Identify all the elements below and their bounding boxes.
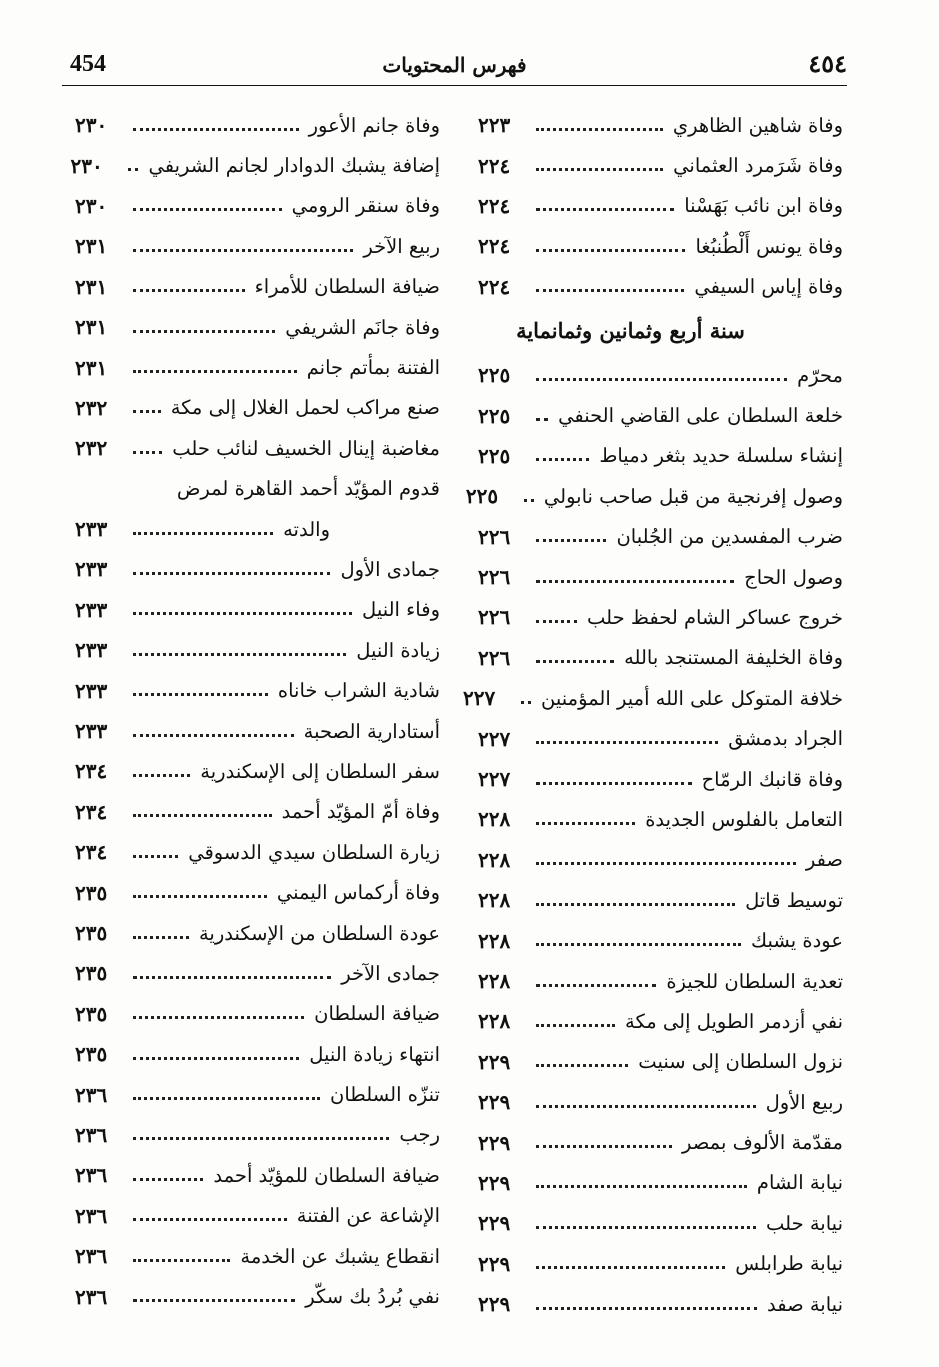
toc-entry bbox=[478, 1042, 843, 1082]
toc-entry bbox=[75, 509, 440, 549]
dot-leader bbox=[536, 1258, 725, 1269]
entry-page-number: ٢٢٤ bbox=[478, 153, 511, 178]
running-title: فهرس المحتويات bbox=[382, 53, 527, 77]
entry-title: شادية الشراب خاناه bbox=[277, 679, 440, 703]
entry-title: نيابة حلب bbox=[766, 1211, 843, 1235]
entry-title: وفاة سنقر الرومي bbox=[291, 194, 440, 218]
toc-entry bbox=[465, 476, 843, 516]
entry-title: خروج عساكر الشام لحفظ حلب bbox=[587, 605, 843, 629]
toc-entry bbox=[478, 226, 843, 266]
entry-title: وفاة ابن نائب بَهَسْنا bbox=[684, 194, 843, 218]
toc-entry bbox=[70, 145, 440, 185]
entry-title: الإشاعة عن الفتنة bbox=[296, 1204, 440, 1228]
entry-title: ضرب المفسدين من الجُلبان bbox=[616, 525, 843, 549]
toc-entry bbox=[75, 994, 440, 1034]
dot-leader bbox=[133, 645, 346, 656]
dot-leader bbox=[133, 1291, 295, 1302]
entry-page-number: ٢٣٣ bbox=[75, 638, 108, 663]
toc-entry bbox=[478, 557, 843, 597]
entry-title: نزول السلطان إلى سنيت bbox=[638, 1050, 843, 1074]
entry-page-number: ٢٢٧ bbox=[478, 767, 511, 792]
entry-page-number: ٢٣١ bbox=[75, 234, 108, 259]
entry-title: صنع مراكب لحمل الغلال إلى مكة bbox=[170, 396, 440, 420]
dot-leader bbox=[133, 1089, 320, 1100]
toc-entry bbox=[75, 792, 440, 832]
toc-column-left bbox=[70, 105, 440, 1317]
dot-leader bbox=[536, 1218, 756, 1229]
toc-entry bbox=[75, 1034, 440, 1074]
dot-leader bbox=[536, 370, 787, 381]
entry-page-number: ٢٢٨ bbox=[478, 969, 511, 993]
toc-entry bbox=[478, 718, 843, 758]
entry-title: وفاة أركماس اليمني bbox=[276, 881, 440, 905]
dot-leader bbox=[133, 564, 330, 575]
dot-leader bbox=[536, 854, 796, 865]
entry-title: وفاة إياس السيفي bbox=[694, 275, 843, 299]
entry-title: والدته bbox=[283, 517, 330, 541]
dot-leader bbox=[133, 241, 353, 252]
dot-leader bbox=[133, 1129, 389, 1140]
entry-page-number: ٢٢٤ bbox=[478, 234, 511, 259]
entry-title: إنشاء سلسلة حديد بثغر دمياط bbox=[599, 444, 843, 468]
entry-page-number: ٢٢٩ bbox=[478, 1130, 511, 1155]
entry-page-number: ٢٣٣ bbox=[75, 517, 108, 542]
entry-title: ضيافة السلطان bbox=[314, 1002, 440, 1026]
dot-leader bbox=[536, 1299, 757, 1310]
entry-title: وفاة جانم الأعور bbox=[308, 113, 440, 137]
toc-entry bbox=[478, 597, 843, 637]
toc-entry bbox=[478, 1082, 843, 1122]
entry-title: نفي أزدمر الطويل إلى مكة bbox=[625, 1009, 843, 1033]
entry-page-number: ٢٣٠ bbox=[75, 193, 108, 218]
entry-page-number: ٢٢٩ bbox=[478, 1211, 511, 1236]
dot-leader bbox=[536, 531, 606, 542]
entry-page-number: ٢٢٦ bbox=[478, 645, 511, 670]
entry-page-number: ٢٣٦ bbox=[75, 1082, 108, 1107]
entry-page-number: ٢٣٢ bbox=[75, 395, 108, 420]
dot-leader bbox=[536, 1097, 756, 1108]
entry-page-number: ٢٢٥ bbox=[478, 443, 511, 468]
entry-page-number: ٢٢٥ bbox=[465, 484, 499, 509]
toc-entry bbox=[75, 751, 440, 791]
toc-entry bbox=[75, 711, 440, 751]
dot-leader bbox=[133, 1251, 230, 1262]
dot-leader bbox=[133, 443, 162, 454]
toc-entry bbox=[75, 590, 440, 630]
entry-page-number: ٢٣٦ bbox=[75, 1244, 108, 1269]
entry-page-number: ٢٣٥ bbox=[75, 1001, 108, 1026]
dot-leader bbox=[536, 1137, 672, 1148]
toc-entry bbox=[75, 1196, 440, 1236]
entry-page-number: ٢٣٦ bbox=[75, 1203, 108, 1228]
entry-title: توسيط قاتل bbox=[745, 888, 843, 912]
entry-title: زيارة السلطان سيدي الدسوقي bbox=[188, 840, 440, 864]
year-heading: سنة أربع وثمانين وثمانماية bbox=[516, 317, 745, 343]
entry-page-number: ٢٢٣ bbox=[478, 113, 511, 138]
toc-entry bbox=[478, 517, 843, 557]
entry-title: انقطاع يشبك عن الخدمة bbox=[240, 1244, 440, 1268]
dot-leader bbox=[133, 362, 297, 373]
dot-leader bbox=[536, 652, 614, 663]
entry-page-number: ٢٣٦ bbox=[75, 1163, 108, 1188]
toc-entry bbox=[75, 832, 440, 872]
dot-leader bbox=[536, 572, 734, 583]
toc-entry bbox=[478, 1122, 843, 1162]
entry-title: إضافة يشبك الدوادار لجانم الشريفي bbox=[148, 154, 440, 178]
entry-title: نيابة الشام bbox=[756, 1171, 843, 1195]
dot-leader bbox=[536, 410, 548, 421]
toc-entry bbox=[75, 630, 440, 670]
entry-title: عودة يشبك bbox=[751, 929, 843, 953]
entry-page-number: ٢٢٩ bbox=[478, 1292, 511, 1317]
dot-leader bbox=[128, 160, 138, 171]
entry-page-number: ٢٢٧ bbox=[463, 686, 496, 711]
entry-page-number: ٢٢٩ bbox=[478, 1090, 511, 1115]
entry-title: صفر bbox=[805, 848, 843, 872]
entry-title: وصول الحاج bbox=[744, 565, 843, 589]
entry-page-number: ٢٢٤ bbox=[478, 274, 511, 299]
dot-leader bbox=[133, 604, 352, 615]
dot-leader bbox=[536, 120, 663, 131]
entry-page-number: ٢٣٢ bbox=[75, 436, 108, 461]
dot-leader bbox=[524, 491, 534, 502]
dot-leader bbox=[133, 524, 273, 535]
dot-leader bbox=[133, 120, 299, 131]
toc-entry bbox=[75, 1155, 440, 1195]
entry-title: وصول إفرنجية من قبل صاحب نابولي bbox=[543, 484, 843, 508]
toc-entry bbox=[75, 186, 440, 226]
dot-leader bbox=[536, 200, 674, 211]
toc-entry bbox=[478, 961, 843, 1001]
toc-entry bbox=[478, 186, 843, 226]
entry-page-number: ٢٢٦ bbox=[478, 605, 511, 630]
entry-page-number: ٢٣٥ bbox=[75, 921, 108, 945]
entry-title: رجب bbox=[399, 1123, 440, 1147]
dot-leader bbox=[536, 935, 741, 946]
entry-page-number: ٢٢٦ bbox=[478, 565, 511, 590]
entry-title: نيابة صفد bbox=[767, 1292, 843, 1316]
toc-entry bbox=[478, 1203, 843, 1243]
dot-leader bbox=[133, 928, 189, 939]
entry-page-number: ٢٣١ bbox=[75, 274, 108, 299]
dot-leader bbox=[133, 1049, 299, 1060]
entry-page-number: ٢٣٤ bbox=[75, 759, 108, 784]
toc-entry bbox=[478, 638, 843, 678]
entry-page-number: ٢٢٤ bbox=[478, 193, 511, 218]
dot-leader bbox=[133, 1170, 203, 1181]
entry-title: جمادى الآخر bbox=[341, 961, 440, 985]
entry-page-number: ٢٣١ bbox=[75, 315, 108, 340]
dot-leader bbox=[133, 322, 275, 333]
toc-entry bbox=[75, 307, 440, 347]
entry-page-number: ٢٢٧ bbox=[478, 726, 511, 751]
dot-leader bbox=[133, 281, 245, 292]
entry-title: مقدّمة الألوف بمصر bbox=[682, 1131, 843, 1155]
entry-page-number: ٢٣٠ bbox=[70, 153, 103, 178]
dot-leader bbox=[536, 774, 692, 785]
toc-entry bbox=[75, 549, 440, 589]
entry-title: الجراد بدمشق bbox=[728, 727, 843, 751]
entry-title: عودة السلطان من الإسكندرية bbox=[198, 921, 440, 945]
toc-entry bbox=[478, 799, 843, 839]
toc-entry bbox=[75, 913, 440, 953]
entry-title: وفاة شَرَمرد العثماني bbox=[673, 154, 843, 178]
entry-page-number: ٢٢٦ bbox=[478, 524, 511, 549]
dot-leader bbox=[133, 887, 267, 898]
dot-leader bbox=[133, 1008, 304, 1019]
entry-page-number: ٢٢٩ bbox=[478, 1049, 511, 1074]
toc-entry bbox=[75, 469, 440, 509]
page-number-arabic: ٤٥٤ bbox=[808, 49, 847, 78]
entry-title: محرّم bbox=[797, 363, 843, 387]
entry-title: وفاة الخليفة المستنجد بالله bbox=[624, 646, 843, 670]
entry-title: زيادة النيل bbox=[356, 638, 440, 662]
dot-leader bbox=[133, 847, 178, 858]
dot-leader bbox=[536, 1177, 747, 1188]
entry-page-number: ٢٢٩ bbox=[478, 1251, 511, 1276]
dot-leader bbox=[536, 281, 684, 292]
toc-entry bbox=[478, 880, 843, 920]
toc-entry bbox=[75, 347, 440, 387]
toc-entry bbox=[75, 388, 440, 428]
dot-leader bbox=[133, 1210, 287, 1221]
entry-title: انتهاء زيادة النيل bbox=[309, 1042, 440, 1066]
entry-title: وفاة جانَم الشريفي bbox=[285, 315, 440, 339]
toc-entry bbox=[478, 759, 843, 799]
toc-entry bbox=[478, 436, 843, 476]
toc-entry bbox=[478, 105, 843, 145]
toc-entry bbox=[478, 395, 843, 435]
toc-entry bbox=[75, 428, 440, 468]
entry-title: مغاضبة إينال الخسيف لنائب حلب bbox=[172, 436, 440, 460]
page-number-latin: 454 bbox=[70, 51, 106, 77]
toc-entry bbox=[478, 840, 843, 880]
toc-entry bbox=[75, 226, 440, 266]
dot-leader bbox=[133, 968, 331, 979]
dot-leader bbox=[536, 814, 635, 825]
toc-entry bbox=[478, 920, 843, 960]
dot-leader bbox=[536, 241, 685, 252]
entry-page-number: ٢٢٥ bbox=[478, 403, 511, 428]
entry-title: ربيع الآخر bbox=[363, 234, 440, 258]
entry-page-number: ٢٣٦ bbox=[75, 1284, 108, 1309]
toc-entry bbox=[75, 872, 440, 912]
dot-leader bbox=[133, 806, 272, 817]
entry-page-number: ٢٣٥ bbox=[75, 961, 108, 986]
dot-leader bbox=[521, 693, 531, 704]
toc-entry bbox=[478, 1001, 843, 1041]
toc-entry bbox=[75, 670, 440, 710]
entry-title: تنزّه السلطان bbox=[330, 1083, 440, 1107]
entry-title: ضيافة السلطان للمؤيّد أحمد bbox=[213, 1163, 440, 1187]
entry-page-number: ٢٢٨ bbox=[478, 888, 511, 913]
toc-entry bbox=[478, 267, 843, 307]
toc-entry bbox=[75, 267, 440, 307]
dot-leader bbox=[536, 733, 718, 744]
dot-leader bbox=[133, 685, 268, 696]
dot-leader bbox=[536, 1056, 628, 1067]
entry-title: سفر السلطان إلى الإسكندرية bbox=[200, 759, 440, 783]
toc-entry bbox=[463, 678, 843, 718]
dot-leader bbox=[536, 976, 656, 987]
dot-leader bbox=[536, 612, 577, 623]
entry-page-number: ٢٢٨ bbox=[478, 847, 511, 872]
entry-title: وفاة أمّ المؤيّد أحمد bbox=[281, 800, 440, 824]
entry-page-number: ٢٣٥ bbox=[75, 1042, 108, 1067]
page-header bbox=[62, 45, 847, 86]
dot-leader bbox=[133, 200, 282, 211]
toc-entry bbox=[75, 105, 440, 145]
entry-title: خلعة السلطان على القاضي الحنفي bbox=[558, 404, 843, 428]
dot-leader bbox=[133, 766, 190, 777]
entry-page-number: ٢٣٠ bbox=[75, 113, 108, 138]
toc-entry bbox=[75, 1074, 440, 1114]
toc-entry bbox=[75, 1236, 440, 1276]
entry-title: أستادارية الصحبة bbox=[303, 719, 440, 743]
entry-page-number: ٢٢٩ bbox=[478, 1170, 511, 1195]
entry-title: وفاة يونس أَلْطُنبُغا bbox=[695, 234, 843, 258]
dot-leader bbox=[536, 450, 589, 461]
dot-leader bbox=[536, 160, 663, 171]
toc-entry bbox=[75, 1115, 440, 1155]
dot-leader bbox=[536, 1016, 615, 1027]
entry-page-number: ٢٣٤ bbox=[75, 799, 108, 824]
entry-page-number: ٢٣٥ bbox=[75, 880, 108, 905]
dot-leader bbox=[536, 895, 735, 906]
entry-page-number: ٢٣١ bbox=[75, 355, 108, 380]
entry-title: وفاة قانبك الرمّاح bbox=[701, 767, 843, 791]
dot-leader bbox=[133, 402, 161, 413]
entry-title: نيابة طرابلس bbox=[735, 1252, 843, 1276]
entry-page-number: ٢٣٣ bbox=[75, 557, 108, 582]
entry-title: وفاء النيل bbox=[362, 598, 440, 622]
toc-entry bbox=[478, 145, 843, 185]
dot-leader bbox=[133, 726, 294, 737]
entry-page-number: ٢٢٨ bbox=[478, 807, 511, 832]
entry-title: جمادى الأول bbox=[340, 557, 440, 581]
entry-title: ضيافة السلطان للأمراء bbox=[254, 275, 440, 299]
toc-entry bbox=[75, 953, 440, 993]
entry-title: تعدية السلطان للجيزة bbox=[666, 969, 843, 993]
toc-entry bbox=[478, 1163, 843, 1203]
entry-title: وفاة شاهين الظاهري bbox=[672, 113, 843, 137]
entry-title: التعامل بالفلوس الجديدة bbox=[645, 807, 843, 831]
entry-title: الفتنة بمأتم جانم bbox=[306, 356, 440, 380]
entry-title: ربيع الأول bbox=[765, 1090, 843, 1114]
entry-page-number: ٢٣٣ bbox=[75, 597, 108, 622]
entry-title: قدوم المؤيّد أحمد القاهرة لمرض bbox=[176, 477, 440, 501]
entry-page-number: ٢٣٣ bbox=[75, 719, 108, 744]
toc-entry bbox=[478, 355, 843, 395]
toc-entry bbox=[75, 1276, 440, 1316]
toc-column-right bbox=[463, 105, 843, 1324]
toc-entry bbox=[478, 1284, 843, 1324]
entry-title: نفي بُردُ بك سكّر bbox=[305, 1285, 440, 1309]
entry-page-number: ٢٣٣ bbox=[75, 678, 108, 703]
toc-entry bbox=[478, 1244, 843, 1284]
entry-page-number: ٢٢٨ bbox=[478, 1009, 511, 1034]
entry-page-number: ٢٣٤ bbox=[75, 840, 108, 865]
entry-page-number: ٢٢٨ bbox=[478, 928, 511, 953]
entry-page-number: ٢٣٦ bbox=[75, 1122, 108, 1147]
entry-page-number: ٢٢٥ bbox=[478, 363, 511, 388]
entry-title: خلافة المتوكل على الله أمير المؤمنين bbox=[541, 686, 843, 710]
